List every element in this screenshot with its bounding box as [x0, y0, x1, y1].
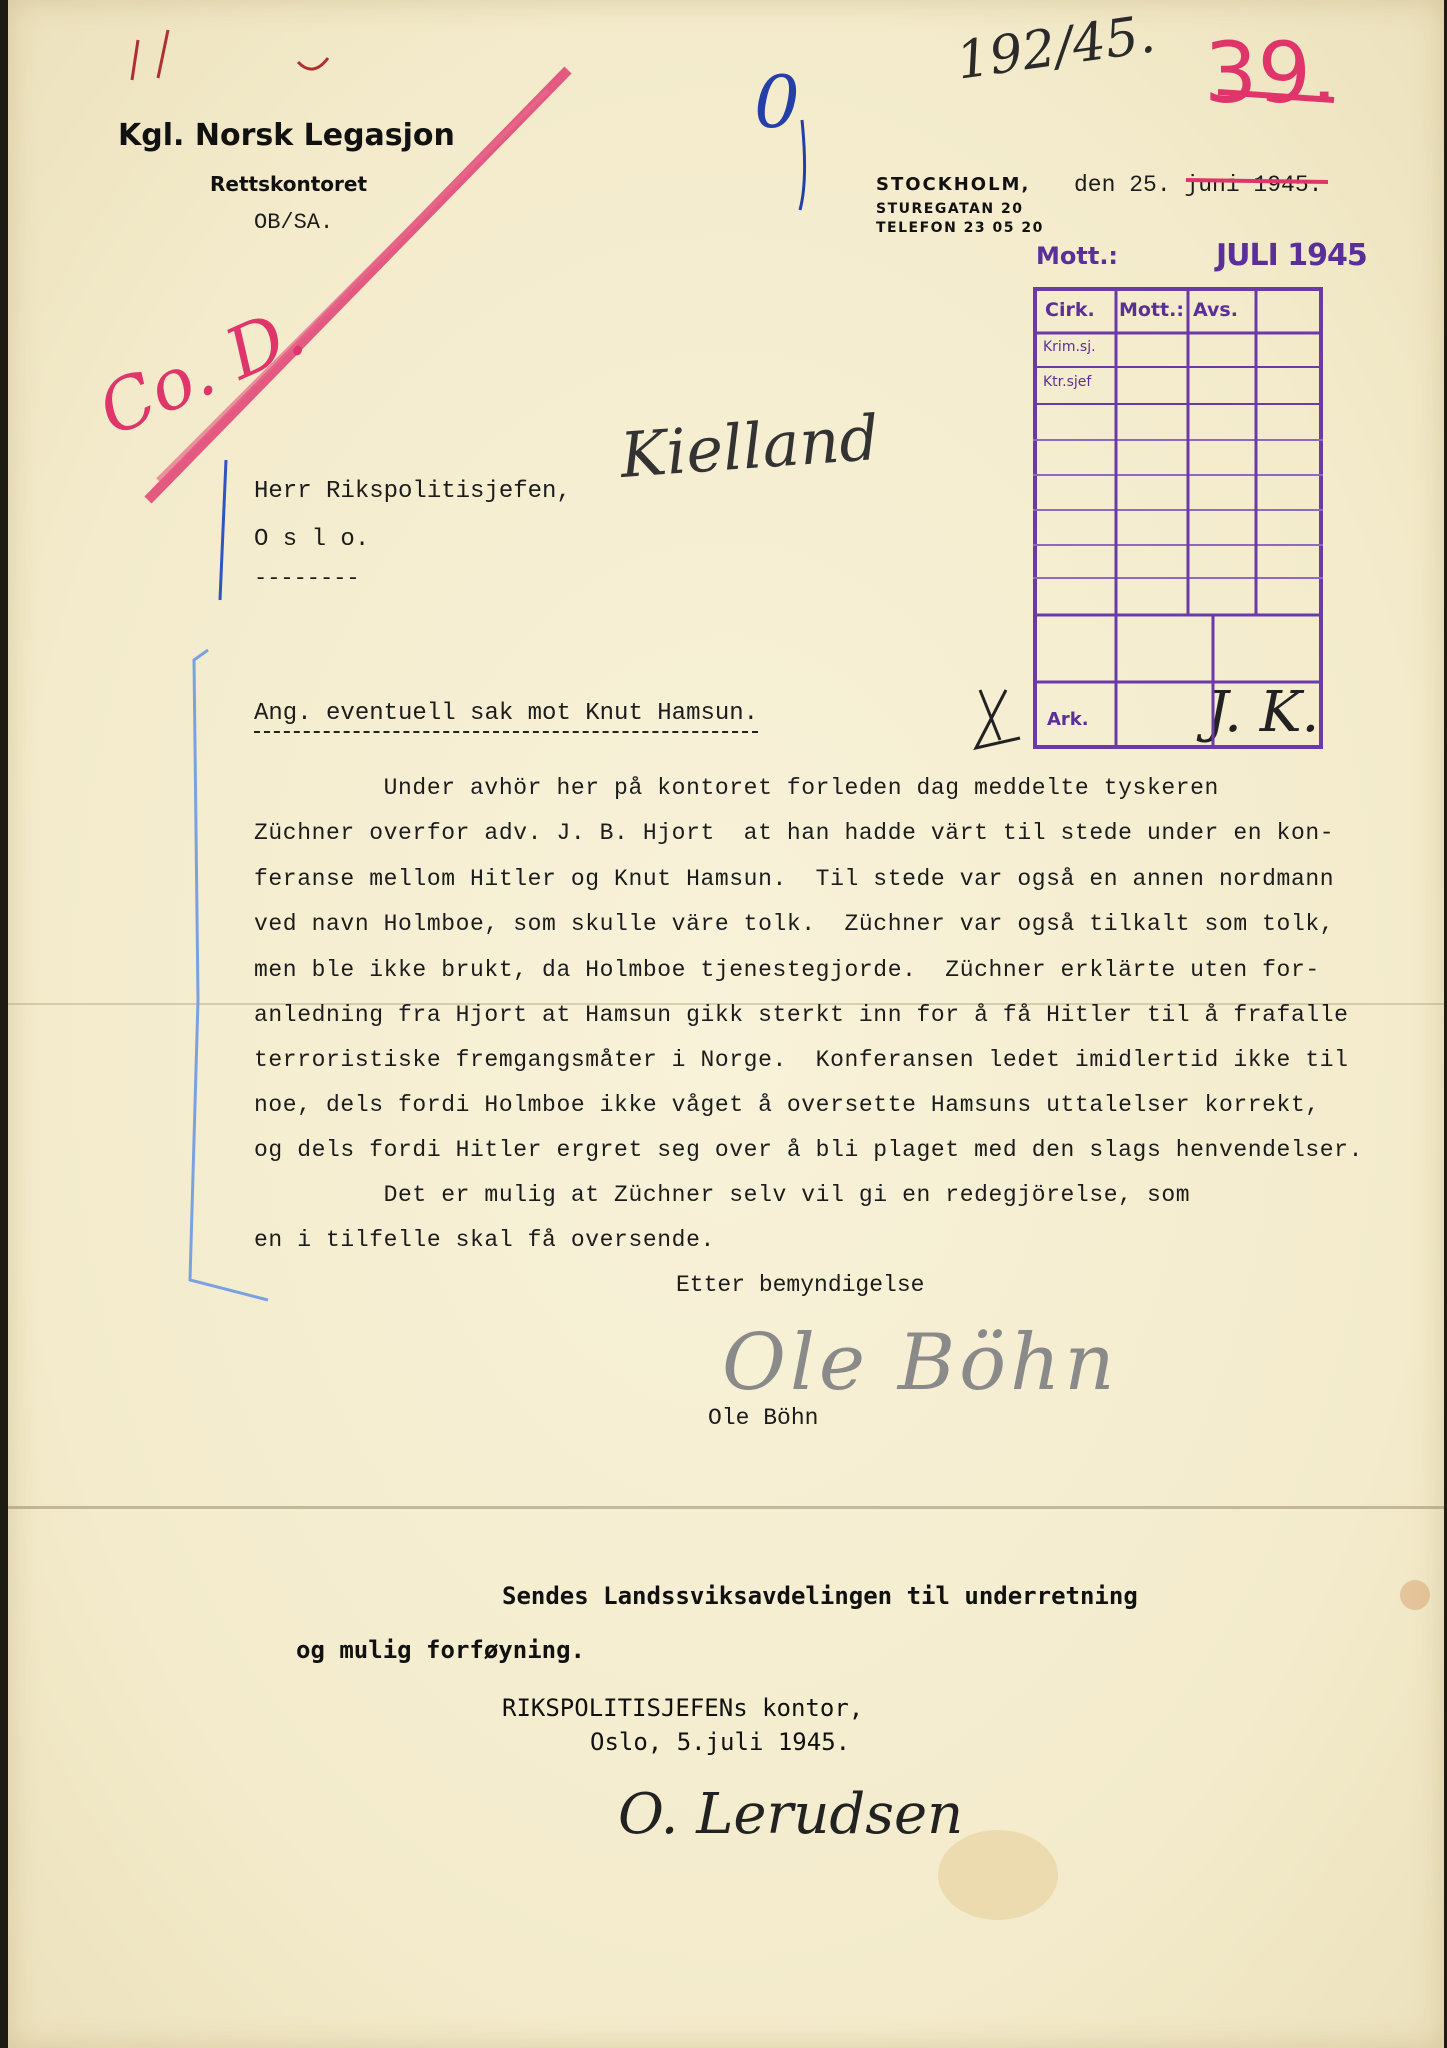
red-tick-mark — [132, 40, 138, 80]
blue-stroke — [220, 460, 226, 600]
blue-mark: 0 — [754, 60, 800, 144]
red-crossout-stroke — [158, 90, 548, 480]
body-line: ved navn Holmboe, som skulle väre tolk. Züchner var også tilkalt som tolk, — [254, 911, 1335, 937]
body-line: Züchner overfor adv. J. B. Hjort at han hadde värt til stede under en kon- — [254, 820, 1335, 846]
red-strike — [1186, 180, 1328, 182]
stamp-header-mott: Mott.: — [1119, 299, 1184, 321]
closing-signature: Ole Böhn — [722, 1318, 1119, 1408]
subject-line: Ang. eventuell sak mot Knut Hamsun. — [254, 700, 758, 733]
body-line: terroristiske fremgangsmåter i Norge. Konferansen ledet imidlertid ikke til — [254, 1047, 1349, 1073]
closing-name: Ole Böhn — [708, 1405, 819, 1431]
red-tick-mark — [158, 30, 168, 78]
endorsement-signature: O. Lerudsen — [618, 1782, 964, 1847]
body-line: noe, dels fordi Holmboe ikke våget å oversette Hamsuns uttalelser korrekt, — [254, 1092, 1320, 1118]
red-check-mark — [298, 58, 328, 69]
letterhead-street: STUREGATAN 20 — [876, 201, 1024, 217]
body-line: anledning fra Hjort at Hamsun gikk sterkt inn for å få Hitler til å frafalle — [254, 1002, 1349, 1028]
blue-stroke — [800, 120, 805, 210]
body-line: og dels fordi Hitler ergret seg over å bli plaget med den slags henvendelser. — [254, 1137, 1363, 1163]
red-scrawl: Co. D. — [86, 289, 317, 453]
endorsement-place-date: Oslo, 5.juli 1945. — [590, 1728, 851, 1756]
ark-initials: J. K. — [1206, 680, 1320, 745]
letterhead-dept: Rettskontoret — [210, 172, 368, 196]
body-line: men ble ikke brukt, da Holmboe tjenestegjorde. Züchner erklärte uten for- — [254, 957, 1320, 983]
stamp-row-ark: Ark. — [1047, 709, 1089, 730]
stamp-header-cirk: Cirk. — [1045, 299, 1095, 321]
reference-code: OB/SA. — [254, 210, 334, 235]
stamp-row-ktr: Ktr.sjef — [1043, 374, 1092, 390]
recipient-rule: -------- — [254, 566, 360, 591]
letterhead-org: Kgl. Norsk Legasjon — [118, 118, 455, 153]
body-line: en i tilfelle skal få oversende. — [254, 1227, 715, 1253]
blue-margin-bracket — [190, 650, 268, 1300]
stamp-date: JULI 1945 — [1216, 238, 1367, 273]
body-line: Under avhör her på kontoret forleden dag meddelte tyskeren — [254, 775, 1219, 801]
letterhead-city: STOCKHOLM, — [876, 174, 1031, 195]
endorsement-line1: Sendes Landssviksavdelingen til underretning — [502, 1582, 1138, 1610]
stamp-label: Mott.: — [1036, 242, 1119, 270]
letterhead-phone: TELEFON 23 05 20 — [876, 220, 1044, 236]
closing-authority: Etter bemyndigelse — [676, 1272, 925, 1298]
page-number: 39. — [1204, 24, 1338, 122]
red-underline — [1218, 92, 1334, 100]
letter-date: den 25. juni 1945. — [1074, 172, 1323, 198]
document-page — [8, 0, 1444, 2048]
kielland-note: Kielland — [617, 401, 882, 492]
body-line: feranse mellom Hitler og Knut Hamsun. Til stede var også en annen nordmann — [254, 866, 1335, 892]
recipient-title: Herr Rikspolitisjefen, — [254, 478, 571, 505]
pen-marks — [8, 0, 1444, 2048]
stamp-header-avs: Avs. — [1193, 299, 1238, 321]
recipient-city: O s l o. — [254, 526, 370, 553]
endorsement-line2: og mulig forføyning. — [296, 1636, 585, 1664]
ark-mark — [976, 690, 1020, 748]
case-number: 192/45. — [952, 4, 1159, 92]
endorsement-office: RIKSPOLITISJEFENs kontor, — [502, 1694, 864, 1722]
body-line: Det er mulig at Züchner selv vil gi en redegjörelse, som — [254, 1182, 1191, 1208]
stamp-row-krim: Krim.sj. — [1043, 339, 1096, 355]
